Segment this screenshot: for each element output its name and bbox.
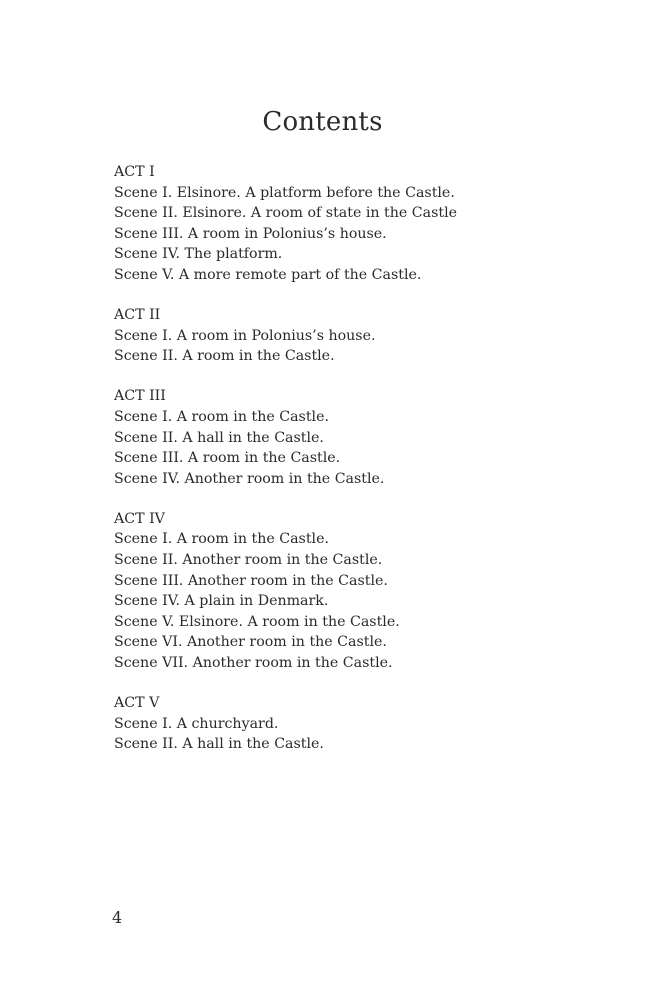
- act-4-scene-2: Scene II. Another room in the Castle.: [114, 552, 383, 568]
- act-1-scene-4: Scene IV. The platform.: [114, 246, 283, 263]
- act-1-scene-3: Scene III. A room in Polonius’s house.: [114, 225, 387, 242]
- act-3-section: [114, 386, 594, 489]
- act-2-heading: ACT II: [114, 307, 161, 324]
- act-5-section: [114, 693, 594, 755]
- act-4-scene-3: Scene III. Another room in the Castle.: [114, 572, 388, 589]
- act-3-scene-4: Scene IV. Another room in the Castle.: [114, 470, 385, 487]
- act-1-section: [114, 162, 594, 286]
- act-2-scene-2: Scene II. A room in the Castle.: [114, 348, 335, 365]
- act-4-section: [114, 509, 594, 674]
- act-1-heading: ACT I: [114, 164, 155, 180]
- act-1-scene-1: Scene I. Elsinore. A platform before the Castle.: [114, 184, 455, 201]
- act-3-heading: ACT III: [114, 388, 166, 405]
- act-5-scene-2: Scene II. A hall in the Castle.: [114, 736, 324, 753]
- act-4-scene-1: Scene I. A room in the Castle.: [114, 531, 329, 548]
- table-of-contents: [114, 162, 594, 774]
- act-4-scene-7: Scene VII. Another room in the Castle.: [114, 654, 393, 671]
- page-title: Contents: [262, 107, 383, 137]
- act-1-scene-5: Scene V. A more remote part of the Castle.: [114, 266, 422, 283]
- act-5-heading: ACT V: [114, 695, 160, 712]
- act-2-section: [114, 305, 594, 367]
- act-3-scene-3: Scene III. A room in the Castle.: [114, 450, 341, 467]
- act-4-scene-5: Scene V. Elsinore. A room in the Castle.: [114, 613, 400, 630]
- act-3-scene-1: Scene I. A room in the Castle.: [114, 408, 329, 425]
- act-4-scene-4: Scene IV. A plain in Denmark.: [114, 593, 329, 610]
- act-4-scene-6: Scene VI. Another room in the Castle.: [114, 634, 387, 651]
- act-2-scene-1: Scene I. A room in Polonius’s house.: [114, 327, 376, 344]
- act-1-scene-2: Scene II. Elsinore. A room of state in the Castle: [114, 205, 458, 222]
- page-number: 4: [112, 908, 123, 927]
- act-5-scene-1: Scene I. A churchyard.: [114, 715, 279, 732]
- act-4-heading: ACT IV: [114, 510, 165, 527]
- act-3-scene-2: Scene II. A hall in the Castle.: [114, 429, 324, 446]
